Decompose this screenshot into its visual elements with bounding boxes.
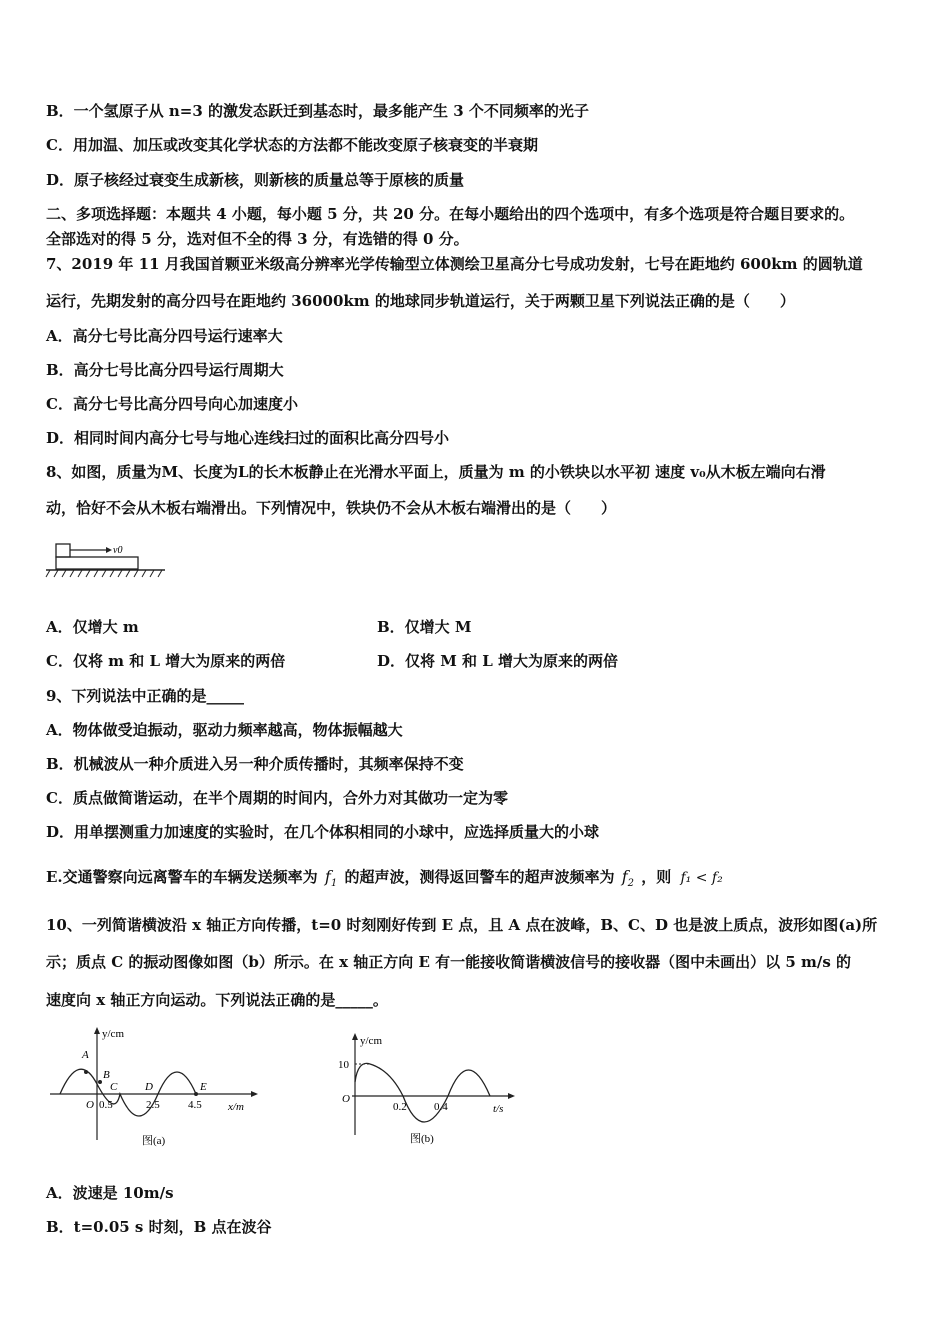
section2-instructions-line1: 二、多项选择题：本题共 4 小题，每小题 5 分，共 20 分。在每小题给出的四个选项中，有多个选项是符合题目要求的。 [46, 205, 855, 223]
section2-instructions-line2: 全部选对的得 5 分，选对但不全的得 3 分，有选错的得 0 分。 [46, 230, 469, 248]
label-e: E [200, 1081, 207, 1093]
tick-2-5: 2.5 [146, 1099, 160, 1111]
tick-0-5: 0.5 [99, 1099, 113, 1111]
q6-option-d: D．原子核经过衰变生成新核，则新核的质量总等于原核的质量 [46, 171, 465, 189]
q7-stem-line2: 运行，先期发射的高分四号在距地约 36000km 的地球同步轨道运行，关于两颗卫星下列说法正确的是（ ） [46, 292, 795, 310]
fig-b-amp: 10 [338, 1059, 349, 1071]
q10-stem-line2: 示；质点 C 的振动图像如图（b）所示。在 x 轴正方向 E 有一能接收简谐横波信号的接收器（图中未画出）以 5 m/s 的 [46, 953, 852, 971]
fig-a-ylabel: y/cm [102, 1028, 124, 1040]
q10-figure-a-waveform [48, 1022, 263, 1152]
wave-curve [60, 1069, 196, 1116]
q8-stem-line2: 动，恰好不会从木板右端滑出。下列情况中，铁块仍不会从木板右端滑出的是（ ） [46, 499, 617, 517]
q9-option-e-part1: E.交通警察向远离警车的车辆发送频率为 [46, 868, 318, 886]
velocity-arrowhead-icon [106, 547, 112, 553]
q10-option-b: B．t=0.05 s 时刻，B 点在波谷 [46, 1218, 272, 1236]
tick-4-5: 4.5 [188, 1099, 202, 1111]
q9-option-e-part3: ，则 [641, 868, 672, 886]
fig-a-caption: 图(a) [142, 1135, 166, 1147]
q8-option-d: D．仅将 M 和 L 增大为原来的两倍 [377, 652, 619, 670]
q9-option-c: C．质点做简谐运动，在半个周期的时间内，合外力对其做功一定为零 [46, 789, 508, 807]
fig-a-origin: O [86, 1099, 94, 1111]
q7-option-c: C．高分七号比高分四号向心加速度小 [46, 395, 298, 413]
q7-option-d: D．相同时间内高分七号与地心连线扫过的面积比高分四号小 [46, 429, 450, 447]
q9-stem: 9、下列说法中正确的是_____ [46, 687, 244, 705]
q7-option-a: A．高分七号比高分四号运行速率大 [46, 327, 283, 345]
q9-option-b: B．机械波从一种介质进入另一种介质传播时，其频率保持不变 [46, 755, 464, 773]
velocity-label: v0 [113, 545, 123, 556]
q9-option-a: A．物体做受迫振动，驱动力频率越高，物体振幅越大 [46, 721, 403, 739]
f2-symbol: $f_2$ [621, 867, 634, 890]
f1-symbol: $f_1$ [324, 867, 338, 890]
fig-b-ylabel: y/cm [360, 1035, 382, 1047]
fig-a-xlabel: x/m [228, 1101, 244, 1113]
point-a [84, 1070, 88, 1074]
x-axis-arrow-icon [251, 1091, 258, 1097]
fig-b-caption: 图(b) [410, 1133, 434, 1145]
q10-stem-line3: 速度向 x 轴正方向运动。下列说法正确的是_____。 [46, 991, 388, 1009]
point-b [98, 1080, 102, 1084]
q9-option-e-part2: 的超声波，测得返回警车的超声波频率为 [344, 868, 615, 886]
q8-option-b: B．仅增大 M [377, 618, 472, 636]
tick-0-4: 0.4 [434, 1101, 448, 1113]
q8-board-figure [40, 535, 175, 590]
vibration-curve [355, 1063, 490, 1122]
q6-option-b: B．一个氢原子从 n=3 的激发态跃迁到基态时，最多能产生 3 个不同频率的光子 [46, 102, 589, 120]
ground-hatching [46, 570, 162, 577]
iron-block [56, 544, 70, 557]
label-a: A [82, 1049, 89, 1061]
y-axis-arrow-icon [94, 1027, 100, 1034]
label-d: D [145, 1081, 153, 1093]
board [56, 557, 138, 569]
fig-b-origin: O [342, 1093, 350, 1105]
t-axis-arrow-icon [508, 1093, 515, 1099]
f1-less-than-f2: f₁ < f₂ [680, 870, 723, 886]
y-axis-b-arrow-icon [352, 1033, 358, 1040]
q8-option-a: A．仅增大 m [46, 618, 139, 636]
fig-b-xlabel: t/s [493, 1103, 504, 1115]
q6-option-c: C．用加温、加压或改变其化学状态的方法都不能改变原子核衰变的半衰期 [46, 136, 538, 154]
q7-option-b: B．高分七号比高分四号运行周期大 [46, 361, 284, 379]
q9-option-e [46, 867, 723, 894]
q7-stem-line1: 7、2019 年 11 月我国首颗亚米级高分辨率光学传输型立体测绘卫星高分七号成功发射，七号在距地约 600km 的圆轨道 [46, 255, 863, 273]
q9-option-d: D．用单摆测重力加速度的实验时，在几个体积相同的小球中，应选择质量大的小球 [46, 823, 600, 841]
point-e [194, 1092, 198, 1096]
q8-stem-line1: 8、如图，质量为M、长度为L的长木板静止在光滑水平面上，质量为 m 的小铁块以水平初 速度 v₀从木板左端向右滑 [46, 463, 826, 481]
tick-0-2: 0.2 [393, 1101, 407, 1113]
q10-option-a: A．波速是 10m/s [46, 1184, 174, 1202]
label-c: C [110, 1081, 118, 1093]
q8-option-c: C．仅将 m 和 L 增大为原来的两倍 [46, 652, 286, 670]
label-b: B [103, 1069, 110, 1081]
q10-figure-b-vibration [330, 1030, 525, 1150]
q10-stem-line1: 10、一列简谐横波沿 x 轴正方向传播，t=0 时刻刚好传到 E 点，且 A 点在波峰，B、C、D 也是波上质点，波形如图(a)所 [46, 916, 878, 934]
